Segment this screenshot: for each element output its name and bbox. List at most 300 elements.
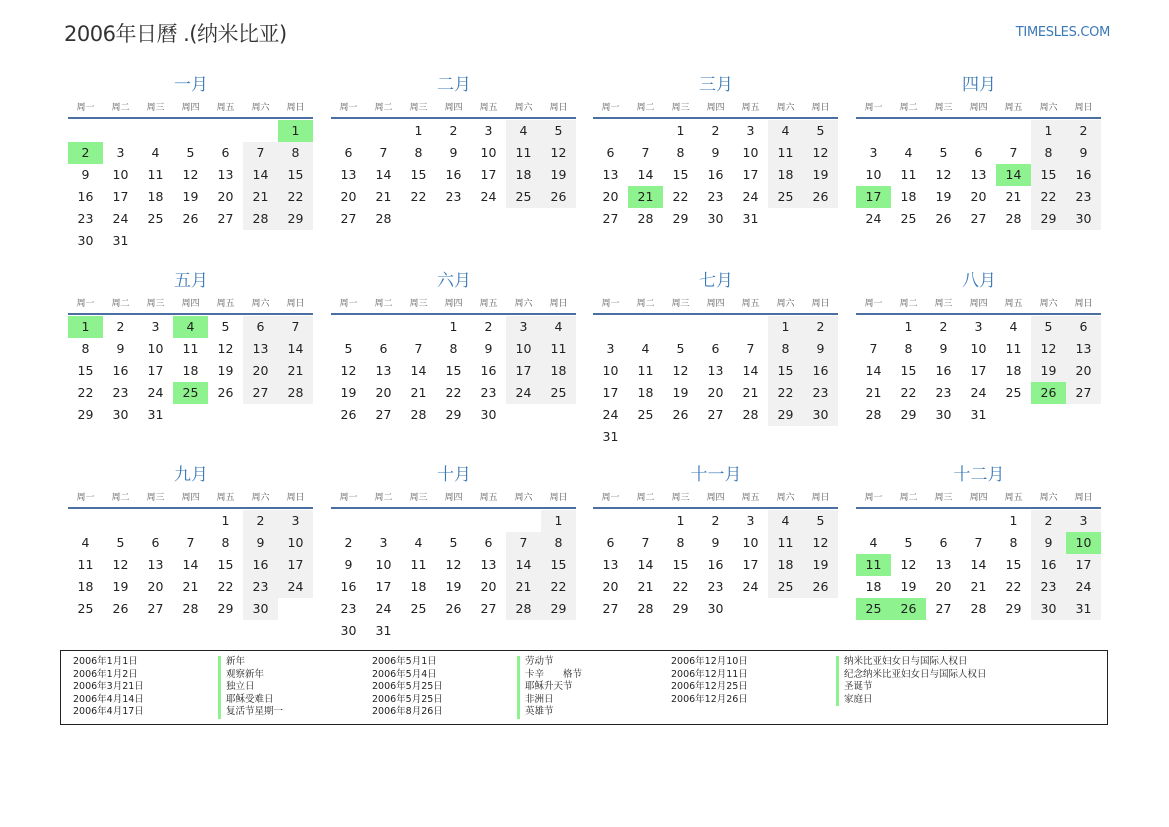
day-cell: 15 — [77, 363, 94, 378]
day-cell: 3 — [974, 319, 983, 334]
empty-cell — [436, 510, 471, 532]
legend-row — [61, 681, 1101, 694]
day-cell: 13 — [602, 167, 619, 182]
day-cell: 4 — [869, 535, 878, 550]
day-cell: 1 — [221, 513, 230, 528]
day-cell: 29 — [217, 601, 234, 616]
day-cell: 14 — [865, 363, 882, 378]
day-cell: 24 — [602, 407, 619, 422]
day-cell: 3 — [869, 145, 878, 160]
day-cell: 6 — [243, 316, 278, 338]
day-cell: 20 — [217, 189, 234, 204]
day-cell: 19 — [803, 554, 838, 576]
day-cell: 8 — [278, 142, 313, 164]
day-cell: 9 — [116, 341, 125, 356]
day-cell: 22 — [445, 385, 462, 400]
holiday-date: 2006年5月25日 — [372, 693, 443, 705]
day-cell: 26 — [340, 407, 357, 422]
holiday-day-cell: 25 — [173, 382, 208, 404]
legend-row — [61, 706, 1101, 719]
weekday-label: 周一 — [339, 103, 358, 113]
weekday-label: 周二 — [111, 103, 130, 113]
weekday-label: 周二 — [374, 299, 393, 309]
days-grid — [593, 510, 839, 620]
weekday-label: 周五 — [1004, 103, 1023, 113]
day-cell: 4 — [541, 316, 576, 338]
day-cell: 22 — [541, 576, 576, 598]
day-cell: 21 — [182, 579, 199, 594]
day-cell: 4 — [768, 510, 803, 532]
day-cell: 6 — [606, 145, 615, 160]
month-block — [593, 74, 839, 230]
day-cell: 18 — [410, 579, 427, 594]
weekday-label: 周六 — [1039, 299, 1058, 309]
day-cell: 30 — [935, 407, 952, 422]
empty-cell — [366, 316, 401, 338]
day-cell: 11 — [77, 557, 94, 572]
day-cell: 24 — [865, 211, 882, 226]
day-cell: 2 — [484, 319, 493, 334]
day-cell: 16 — [480, 363, 497, 378]
day-cell: 22 — [410, 189, 427, 204]
weekday-label: 周六 — [1039, 493, 1058, 503]
holiday-date: 2006年12月10日 — [671, 656, 748, 667]
day-cell: 30 — [77, 233, 94, 248]
day-cell: 24 — [112, 211, 129, 226]
days-grid — [856, 510, 1102, 620]
days-grid — [593, 316, 839, 448]
weekday-label: 周二 — [636, 103, 655, 113]
weekday-header — [331, 295, 577, 313]
day-cell: 20 — [970, 189, 987, 204]
month-block — [68, 464, 314, 620]
site-link[interactable]: TIMESLES.COM — [1015, 25, 1110, 40]
day-cell: 27 — [147, 601, 164, 616]
day-cell: 4 — [81, 535, 90, 550]
legend-row — [61, 669, 1101, 682]
day-cell: 4 — [1009, 319, 1018, 334]
day-cell: 28 — [243, 208, 278, 230]
day-cell: 10 — [602, 363, 619, 378]
day-cell: 22 — [278, 186, 313, 208]
day-cell: 11 — [768, 142, 803, 164]
month-divider — [331, 117, 576, 119]
weekday-label: 周三 — [671, 103, 690, 113]
day-cell: 8 — [676, 535, 685, 550]
holiday-day-cell: 21 — [628, 186, 663, 208]
days-grid — [856, 120, 1102, 230]
day-cell: 7 — [278, 316, 313, 338]
day-cell: 14 — [970, 557, 987, 572]
holiday-name: 新年 — [218, 656, 245, 669]
day-cell: 14 — [243, 164, 278, 186]
holiday-name: 耶稣升天节 — [517, 681, 573, 694]
day-cell: 16 — [803, 360, 838, 382]
day-cell: 17 — [375, 579, 392, 594]
day-cell: 20 — [375, 385, 392, 400]
weekday-label: 周六 — [514, 493, 533, 503]
empty-cell — [331, 316, 366, 338]
weekday-header — [331, 99, 577, 117]
holiday-name: 非洲日 — [517, 694, 554, 707]
day-cell: 1 — [414, 123, 423, 138]
empty-cell — [593, 510, 628, 532]
day-cell: 26 — [182, 211, 199, 226]
weekday-label: 周五 — [741, 493, 760, 503]
day-cell: 2 — [1066, 120, 1101, 142]
holiday-date: 2006年1月2日 — [73, 668, 138, 680]
weekday-header — [331, 489, 577, 507]
day-cell: 18 — [147, 189, 164, 204]
weekday-header — [68, 295, 314, 313]
day-cell: 7 — [641, 535, 650, 550]
day-cell: 10 — [112, 167, 129, 182]
day-cell: 15 — [672, 167, 689, 182]
month-block — [68, 74, 314, 252]
day-cell: 25 — [1005, 385, 1022, 400]
day-cell: 11 — [541, 338, 576, 360]
weekday-label: 周六 — [776, 299, 795, 309]
day-cell: 24 — [742, 579, 759, 594]
day-cell: 1 — [541, 510, 576, 532]
weekday-label: 周三 — [409, 299, 428, 309]
day-cell: 15 — [672, 557, 689, 572]
day-cell: 6 — [606, 535, 615, 550]
day-cell: 16 — [340, 579, 357, 594]
day-cell: 11 — [410, 557, 427, 572]
weekday-label: 周日 — [811, 493, 830, 503]
day-cell: 25 — [900, 211, 917, 226]
day-cell: 10 — [278, 532, 313, 554]
day-cell: 14 — [742, 363, 759, 378]
holiday-day-cell: 25 — [856, 598, 891, 620]
weekday-header — [68, 99, 314, 117]
weekday-header — [68, 489, 314, 507]
holiday-date: 2006年1月1日 — [73, 656, 138, 667]
day-cell: 11 — [768, 532, 803, 554]
weekday-label: 周一 — [864, 103, 883, 113]
weekday-label: 周六 — [514, 299, 533, 309]
day-cell: 17 — [742, 557, 759, 572]
day-cell: 26 — [112, 601, 129, 616]
day-cell: 19 — [803, 164, 838, 186]
day-cell: 31 — [1066, 598, 1101, 620]
empty-cell — [733, 316, 768, 338]
day-cell: 21 — [410, 385, 427, 400]
days-grid — [68, 316, 314, 426]
day-cell: 14 — [637, 167, 654, 182]
weekday-label: 周一 — [601, 493, 620, 503]
day-cell: 28 — [637, 601, 654, 616]
holiday-date: 2006年5月25日 — [372, 681, 443, 692]
empty-cell — [471, 510, 506, 532]
day-cell: 13 — [935, 557, 952, 572]
day-cell: 19 — [672, 385, 689, 400]
day-cell: 22 — [672, 189, 689, 204]
day-cell: 4 — [151, 145, 160, 160]
day-cell: 28 — [1005, 211, 1022, 226]
day-cell: 5 — [186, 145, 195, 160]
day-cell: 18 — [1005, 363, 1022, 378]
weekday-label: 周四 — [969, 493, 988, 503]
holiday-day-cell: 26 — [1031, 382, 1066, 404]
day-cell: 9 — [711, 535, 720, 550]
day-cell: 25 — [147, 211, 164, 226]
weekday-label: 周三 — [146, 103, 165, 113]
holiday-day-cell: 10 — [1066, 532, 1101, 554]
empty-cell — [856, 316, 891, 338]
empty-cell — [366, 120, 401, 142]
weekday-label: 周三 — [934, 103, 953, 113]
day-cell: 29 — [768, 404, 803, 426]
month-divider — [856, 507, 1101, 509]
day-cell: 27 — [602, 211, 619, 226]
day-cell: 22 — [1031, 186, 1066, 208]
day-cell: 20 — [480, 579, 497, 594]
weekday-label: 周四 — [706, 493, 725, 503]
empty-cell — [856, 510, 891, 532]
weekday-label: 周一 — [339, 299, 358, 309]
month-block — [331, 464, 577, 642]
day-cell: 22 — [672, 579, 689, 594]
weekday-label: 周二 — [636, 493, 655, 503]
holiday-date: 2006年12月26日 — [671, 693, 748, 705]
day-cell: 25 — [768, 576, 803, 598]
weekday-label: 周一 — [76, 299, 95, 309]
day-cell: 30 — [243, 598, 278, 620]
holiday-name: 劳动节 — [517, 656, 554, 669]
day-cell: 25 — [410, 601, 427, 616]
weekday-header — [593, 295, 839, 313]
day-cell: 6 — [379, 341, 388, 356]
weekday-label: 周二 — [111, 493, 130, 503]
day-cell: 22 — [1005, 579, 1022, 594]
day-cell: 12 — [672, 363, 689, 378]
day-cell: 27 — [1066, 382, 1101, 404]
day-cell: 8 — [81, 341, 90, 356]
holiday-name: 纳米比亚妇女日与国际人权日 — [836, 656, 968, 669]
day-cell: 25 — [768, 186, 803, 208]
weekday-label: 周五 — [479, 299, 498, 309]
day-cell: 12 — [217, 341, 234, 356]
month-name: 五月 — [174, 271, 208, 291]
day-cell: 29 — [672, 211, 689, 226]
day-cell: 23 — [243, 576, 278, 598]
weekday-label: 周一 — [601, 299, 620, 309]
weekday-label: 周日 — [549, 299, 568, 309]
day-cell: 29 — [672, 601, 689, 616]
weekday-label: 周三 — [671, 493, 690, 503]
day-cell: 17 — [112, 189, 129, 204]
day-cell: 14 — [410, 363, 427, 378]
day-cell: 14 — [182, 557, 199, 572]
day-cell: 3 — [278, 510, 313, 532]
holiday-name: 卡辛 格节 — [517, 669, 582, 682]
day-cell: 23 — [1031, 576, 1066, 598]
month-name: 一月 — [174, 75, 208, 95]
day-cell: 28 — [742, 407, 759, 422]
day-cell: 6 — [939, 535, 948, 550]
day-cell: 30 — [112, 407, 129, 422]
day-cell: 10 — [865, 167, 882, 182]
day-cell: 18 — [506, 164, 541, 186]
day-cell: 25 — [506, 186, 541, 208]
day-cell: 22 — [217, 579, 234, 594]
day-cell: 8 — [414, 145, 423, 160]
weekday-label: 周日 — [549, 103, 568, 113]
holiday-date: 2006年4月14日 — [73, 693, 144, 705]
day-cell: 2 — [243, 510, 278, 532]
day-cell: 27 — [707, 407, 724, 422]
days-grid — [68, 120, 314, 252]
day-cell: 10 — [147, 341, 164, 356]
day-cell: 9 — [243, 532, 278, 554]
day-cell: 5 — [803, 120, 838, 142]
day-cell: 15 — [1031, 164, 1066, 186]
day-cell: 15 — [278, 164, 313, 186]
holiday-date: 2006年12月25日 — [671, 681, 748, 692]
day-cell: 20 — [147, 579, 164, 594]
day-cell: 5 — [116, 535, 125, 550]
month-divider — [593, 117, 838, 119]
day-cell: 11 — [506, 142, 541, 164]
weekday-label: 周六 — [776, 103, 795, 113]
day-cell: 23 — [707, 579, 724, 594]
day-cell: 18 — [768, 554, 803, 576]
day-cell: 25 — [637, 407, 654, 422]
day-cell: 18 — [182, 363, 199, 378]
days-grid — [856, 316, 1102, 426]
day-cell: 17 — [480, 167, 497, 182]
day-cell: 19 — [1031, 360, 1066, 382]
day-cell: 20 — [602, 579, 619, 594]
day-cell: 23 — [77, 211, 94, 226]
day-cell: 9 — [939, 341, 948, 356]
day-cell: 29 — [77, 407, 94, 422]
day-cell: 23 — [340, 601, 357, 616]
empty-cell — [366, 510, 401, 532]
day-cell: 3 — [746, 123, 755, 138]
day-cell: 16 — [1031, 554, 1066, 576]
empty-cell — [663, 316, 698, 338]
holiday-date: 2006年3月21日 — [73, 681, 144, 692]
empty-cell — [68, 120, 103, 142]
day-cell: 11 — [1005, 341, 1022, 356]
day-cell: 13 — [243, 338, 278, 360]
day-cell: 6 — [151, 535, 160, 550]
day-cell: 17 — [147, 363, 164, 378]
day-cell: 4 — [506, 120, 541, 142]
weekday-label: 周一 — [601, 103, 620, 113]
holiday-day-cell: 1 — [278, 120, 313, 142]
day-cell: 2 — [1031, 510, 1066, 532]
day-cell: 7 — [506, 532, 541, 554]
day-cell: 6 — [974, 145, 983, 160]
month-divider — [331, 313, 576, 315]
day-cell: 8 — [221, 535, 230, 550]
weekday-label: 周四 — [969, 299, 988, 309]
day-cell: 13 — [480, 557, 497, 572]
day-cell: 31 — [375, 623, 392, 638]
day-cell: 7 — [974, 535, 983, 550]
weekday-label: 周三 — [934, 299, 953, 309]
day-cell: 19 — [217, 363, 234, 378]
day-cell: 23 — [707, 189, 724, 204]
weekday-label: 周二 — [899, 493, 918, 503]
day-cell: 12 — [1031, 338, 1066, 360]
weekday-label: 周六 — [251, 299, 270, 309]
day-cell: 8 — [904, 341, 913, 356]
day-cell: 9 — [449, 145, 458, 160]
weekday-label: 周三 — [934, 493, 953, 503]
month-name: 十二月 — [953, 465, 1005, 485]
day-cell: 5 — [449, 535, 458, 550]
month-block — [331, 74, 577, 230]
empty-cell — [628, 120, 663, 142]
month-divider — [593, 507, 838, 509]
empty-cell — [68, 510, 103, 532]
day-cell: 11 — [147, 167, 164, 182]
day-cell: 28 — [865, 407, 882, 422]
day-cell: 23 — [445, 189, 462, 204]
legend-row — [61, 694, 1101, 707]
day-cell: 17 — [602, 385, 619, 400]
weekday-label: 周五 — [741, 103, 760, 113]
weekday-label: 周一 — [339, 493, 358, 503]
month-name: 二月 — [437, 75, 471, 95]
day-cell: 10 — [375, 557, 392, 572]
page-title: 2006年日曆 .(纳米比亚) — [64, 22, 287, 46]
day-cell: 9 — [803, 338, 838, 360]
day-cell: 26 — [541, 186, 576, 208]
empty-cell — [961, 120, 996, 142]
day-cell: 21 — [742, 385, 759, 400]
day-cell: 27 — [480, 601, 497, 616]
day-cell: 28 — [278, 382, 313, 404]
empty-cell — [926, 120, 961, 142]
day-cell: 5 — [344, 341, 353, 356]
day-cell: 12 — [541, 142, 576, 164]
day-cell: 26 — [803, 186, 838, 208]
day-cell: 12 — [803, 142, 838, 164]
weekday-label: 周六 — [776, 493, 795, 503]
day-cell: 3 — [484, 123, 493, 138]
day-cell: 20 — [340, 189, 357, 204]
day-cell: 27 — [602, 601, 619, 616]
day-cell: 20 — [602, 189, 619, 204]
weekday-label: 周六 — [514, 103, 533, 113]
day-cell: 21 — [970, 579, 987, 594]
day-cell: 20 — [243, 360, 278, 382]
day-cell: 7 — [379, 145, 388, 160]
day-cell: 18 — [865, 579, 882, 594]
day-cell: 28 — [506, 598, 541, 620]
legend-row — [61, 656, 1101, 669]
weekday-label: 周日 — [1074, 299, 1093, 309]
weekday-label: 周二 — [374, 103, 393, 113]
empty-cell — [138, 510, 173, 532]
day-cell: 12 — [112, 557, 129, 572]
empty-cell — [208, 120, 243, 142]
day-cell: 24 — [278, 576, 313, 598]
day-cell: 16 — [243, 554, 278, 576]
day-cell: 7 — [414, 341, 423, 356]
month-divider — [68, 313, 313, 315]
day-cell: 2 — [449, 123, 458, 138]
day-cell: 7 — [186, 535, 195, 550]
day-cell: 23 — [803, 382, 838, 404]
weekday-label: 周三 — [146, 493, 165, 503]
